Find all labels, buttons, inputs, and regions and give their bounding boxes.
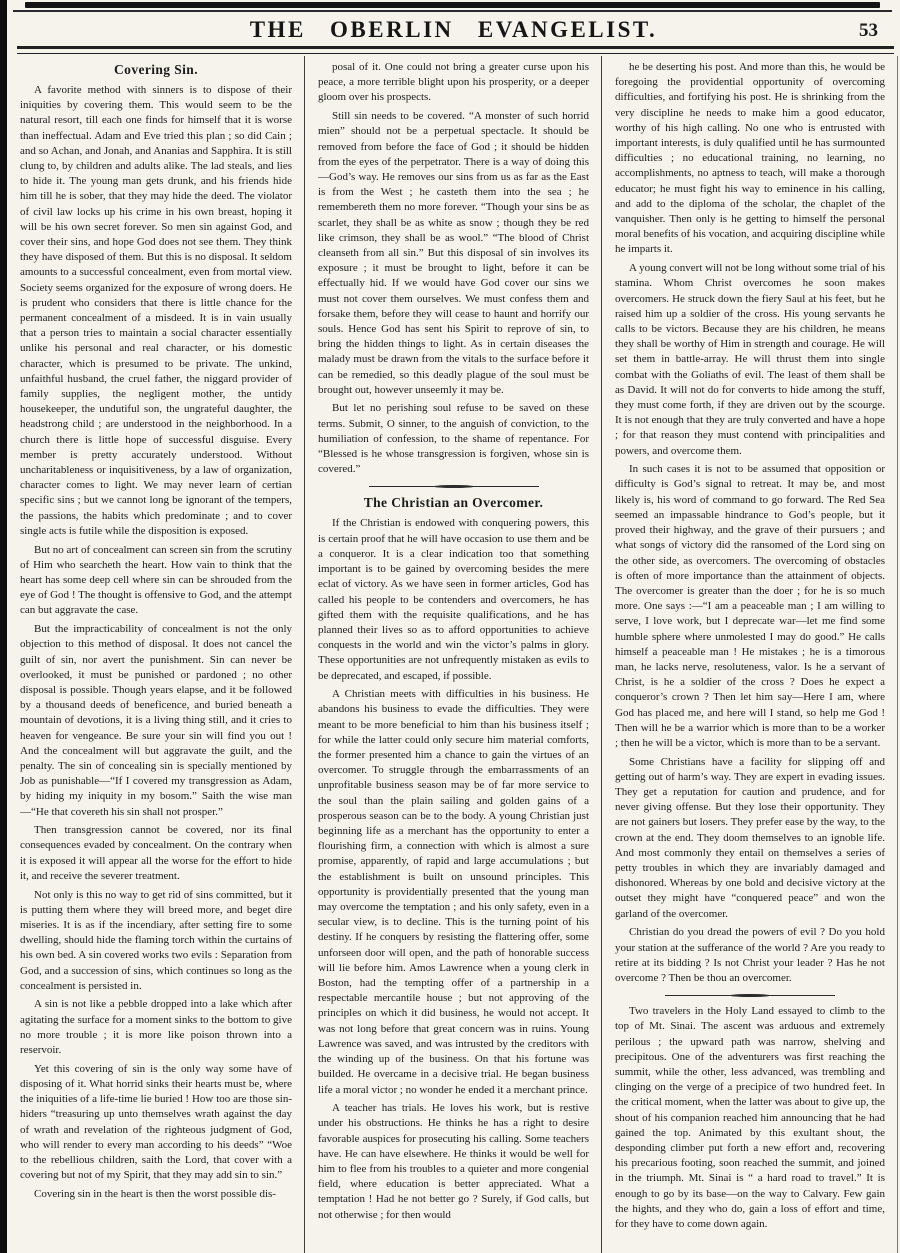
- column-1: [7, 56, 304, 1253]
- paragraph: Some Christians have a facility for slipping off and getting out of harm’s way. They are expert in evading issues. They get a reputation for caution and prudence, and for never giving offense. But they lose their opportunity. They are not gainers but losers. They prefer ease by the way, to the crown at the end. They doom themselves to an ignoble life. And most commonly they entail on themselves a series of petty troubles in which they are invariably damaged and dishonored. Whereas by one bold and decisive victory at the outset they might have “conquered peace” and won the garland of the overcomer.: [615, 755, 885, 920]
- paragraph: But no art of concealment can screen sin from the scrutiny of Him who searcheth the heart. How vain to think that the heart has some deep cell where sin can be shrouded from the eye of God ! The thought is offensive to God, and the attempt can but aggravate the case.: [20, 543, 292, 617]
- paragraph: Two travelers in the Holy Land essayed to climb to the top of Mt. Sinai. The ascent was arduous and extremely perilous ; the upward path was narrow, shelving and precipitous. One of the adventurers was first reaching the summit, while the other, less advanced, was trembling and clinging on the verge of a precipice of two hundred feet. In the critical moment, when the latter was about to give up, the shout of his companion reached him announcing that he had gained the top. Animated by this exultant shout, the desponding climber put forth a new effort and, recovering his precarious footing, soon reached the summit, and joined in the triumph. Mt. Sinai is “ a hard road to travel.” It is enough to go by its base—on the way to Calvary. Few gain the hights, and they who do, gain a loss of effort and time, for they have to come down again.: [615, 1005, 885, 1231]
- paragraph: If the Christian is endowed with conquering powers, this is certain proof that he will have occasion to use them and be a conqueror. It is a clear indication too that something important is to be gained by overcoming besides the mere eclat of victory. As we have seen in former articles, God has called his people to be contenders and overcomers, he has gifted them with the requisite qualifications, and he has planned their lives so as to afford opportunities to achieve conquests in the world and win the victor’s palms in glory. These opportunities are not unfrequently mistaken as evils to be deprecated, and escaped, if possible.: [318, 517, 589, 682]
- paragraph: A young convert will not be long without some trial of his stamina. Whom Christ overcomes he soon makes overcomers. He struck down the fiery Saul at his feet, but he raised him up a soldier of the cross. His young servants he calls to be victors. Because they are his children, he means they shall be worthy of Him in strength and courage. He will set them in battle-array. He will thrust them into single combat with the Goliaths of evil. The least of them shall be as David. It will not do for converts to hide among the stuff, they must come forth, if they are driven out by the scourge. It is not enough that they are truly converted and have a hope ; for that reason they must contend with principalities and powers, and overcome them.: [615, 262, 885, 457]
- article-body-covering-sin-continued: [318, 60, 589, 477]
- page-number: 53: [859, 20, 878, 41]
- newspaper-page: [7, 0, 900, 1253]
- masthead: [7, 14, 900, 45]
- masthead-rule-bottom: [17, 46, 894, 54]
- paragraph: Yet this covering of sin is the only way some have of disposing of it. What horrid sinks their hearts must be, where the iniquities of a life-time lie buried ! How too are those sin-hiders “treasuring up unto themselves wrath against the day of wrath and revelation of the righteous judgment of God, who will render to every man according to his deeds” “Woe to the rebellious children, saith the Lord, that cover with a covering but not of my Spirit, that they may add sin to sin.”: [20, 1062, 292, 1182]
- article-title-christian-overcomer: The Christian an Overcomer.: [363, 495, 544, 511]
- column-2: [304, 56, 601, 1253]
- page-top-edge: [25, 2, 880, 8]
- paragraph: But the impracticability of concealment is not the only objection to this method of disposal. It does not cancel the guilt of sin, nor avert the punishment. Sin can never be overlooked, it must be punished or pardoned ; no other disposal is possible. Though years elapse, and it be followed by a thousand deeds of beneficence, and buried beneath a mountain of devotions, it is a living thing still, and it cries to heaven for vengeance. Be sure your sin will find you out ! And the concealment will but aggravate the guilt, and the penalty. The sin of concealing sin is specially mentioned by Job as punishable—“If I covered my transgression as Adam, by hiding my iniquity in my bosom.” Saith the wise man—“He that covereth his sin shall not prosper.”: [20, 623, 292, 818]
- article-body-christian-overcomer: [318, 516, 589, 1222]
- section-divider: [665, 995, 835, 996]
- paragraph: In such cases it is not to be assumed that opposition or difficulty is God’s signal to retreat. It may be, and most likely is, his word of command to go forward. The Red Sea seemed an impassable hindrance to God’s people, but it proved their highway, and the grave of their pursuers ; and what songs of victory did the ransomed of the Lord sing on the other side, as overcomers. The overcoming of obstacles is often of more importance than the attainment of objects. The overcomer is greater than the doer ; for he is so much more. One says :—“I am a peaceable man ; I am willing to serve, I love work, but I deprecate war—let me find some humble sphere where unmolested I may do good.” He calls himself a peaceable man ! He mistakes ; he is a timorous man, he lacks nerve, resoluteness, valor. Is he a servant of Christ, is he a soldier of the cross ? Does he expect a conqueror’s crown ? Then let him say—Here I am, where God has placed me, and here will I stand, so help me God ! Then will he be a warrior which is more than to be a worker ; then he will be a victor, which is more than to be a servant.: [615, 463, 885, 749]
- paragraph: A Christian meets with difficulties in his business. He abandons his business to evade the difficulties. They were meant to be more beneficial to him than his business itself ; for while the latter could only secure him material comforts, the former presented him a chance to gain the virtues of an overcomer. To struggle through the embarrassments of an unprofitable business season may be of far more service to the soul than the plain sailing and golden gains of a prosperous season can be to the body. A young Christian just beginning life as a merchant has the opportunity to enter a flourishing firm, a connection with which is almost a sure promise, apparently, of rapid and large accumulations ; but the establishment is built on unsound principles. This opportunity is providentially presented that the young man may overcome the temptation ; and his only safety, even in a secular view, is to decline. This is the turning point of his destiny. If he conquers by resisting the flattering offer, some unforseen door will open, and the path of honorable success will lie before him. Amos Lawrence when a young clerk in Boston, had the tempting offer of a partnership in a respectable mercantile house ; but not approving of the principles on which it did business, he would not accept. It was not long before that great concern was in ruins. Young Lawrence was saved, and was intrusted by the creditors with the winding up of the business. On that his fortune was builded. He overcame in a decisive trial. He began business life a moral victor ; no wonder he ended it a merchant prince.: [318, 688, 589, 1096]
- paragraph: A favorite method with sinners is to dispose of their iniquities by covering them. This would seem to be the natural resort, till each one finds for himself that it is worse than ineffectual. Adam and Eve tried this plan ; so did Cain ; and so Achan, and Jonah, and Ananias and Sapphira. It is still clung to, by children and adults alike. The lad steals, and lies to hide it. The young man gets drunk, and his friends hide him till he is sober, that they may hide the deed. The violator of civil law locks up his crime in his own breast, hoping it will be his own secret forever. So men sin against God, and cover their sins, and hope God does not see them. They think they have disposed of them. But this is no disposal. It seldom amounts to a successful concealment, even from mortal view. Society seems organized for the exposure of wrong doers. He is prudent who considers that there is little chance for the permanent concealment of a misdeed. It is in vain usually that a person tries to maintain a social character essentially unlike his personal and real character, or his domestic character, which is presumed to be private. The unkind, unfaithful husband, the cruel father, the niggard provider of family supplies, the negligent mother, the untidy housekeeper, the undutiful son, the ungrateful daughter, the headstrong child ; are understood in the neighborhood. In a church there is little hope of successful disguise. Every member is pretty accurately understood. Without uncharitableness or inquisitiveness, by a law of organization, character comes to light. We may never learn of certian specific sins ; but we cannot long be ignorant of the tempers, the passions, the habits which predominate ; and to cover single acts is futile while the disposition is exposed.: [20, 84, 292, 537]
- paragraph: But let no perishing soul refuse to be saved on these terms. Submit, O sinner, to the anguish of conviction, to the humiliation of confession, to the shame of repentance. For “Blessed is he whose transgression is forgiven, whose sin is covered.”: [318, 402, 589, 476]
- paragraph: Not only is this no way to get rid of sins committed, but it is putting them where they will breed more, and beget dire miseries. It is as if the incendiary, after setting fire to some dwelling, should hide the flaming torch within the curtains of his own bed. A sin covered works two evils : Separation from God, and a succession of sins, which continues so long as the concealment is persisted in.: [20, 888, 292, 992]
- article-body-covering-sin: [20, 83, 292, 1202]
- paragraph: he be deserting his post. And more than this, he would be foregoing the providential opportunity of overcoming difficulties, and fortifying his post. He is shrinking from the very discipline he needs to make him a good educator, worthy of his high calling. No one who is entrusted with important interests, is duly qualified until he has surmounted difficulties ; no educational training, no learning, no accomplishments, no aptness to teach, will make a thorough educator; he must fight his way to eminence in his calling, and add to the diploma of the scholar, the chaplet of the vanquisher. Then only is he getting to himself the personal moral benefits of his vocation, and acquiring discipline while he imparts it.: [615, 61, 885, 256]
- paragraph: A sin is not like a pebble dropped into a lake which after agitating the surface for a moment sinks to the bottom to give no more trouble ; it is more like poison thrown into a reservoir.: [20, 998, 292, 1057]
- article-body-christian-overcomer-continued: [615, 60, 885, 986]
- column-layout: [7, 56, 900, 1253]
- scan-left-edge: [0, 0, 7, 1253]
- article-title-covering-sin: Covering Sin.: [114, 62, 198, 77]
- paragraph: Then transgression cannot be covered, nor its final consequences evaded by concealment. On the contrary when it is exposed it will appear all the worse for the effort to hide it, and receive the severer treatment.: [20, 824, 292, 882]
- paragraph: A teacher has trials. He loves his work, but is restive under his obstructions. He thinks he has a right to desire favorable auspices for prosecuting his calling. Some teachers have. He can have elsewhere. He thinks it would be well for him to flee from his troubles to a quieter and more congenial field, where education is better appreciated. What a temptation ! Had he not better go ? Surely, if God calls, but not otherwise ; for then would: [318, 1102, 589, 1221]
- section-divider: [369, 486, 539, 487]
- paragraph: Christian do you dread the powers of evil ? Do you hold your station at the sufferance of the world ? Are you ready to retire at its bidding ? Is not Christ your leader ? Has he not overcome ? Then be thou an overcomer.: [615, 926, 885, 984]
- masthead-title: THE OBERLIN EVANGELIST.: [249, 17, 658, 42]
- paragraph: Still sin needs to be covered. “A monster of such horrid mien” should not be a perpetual spectacle. It should be removed from before the face of God ; it should be hidden from the eyes of the perpetrator. There is a way of doing this—God’s way. He removes our sins from us as far as the East is from the West ; he casteth them into the sea ; he remembereth them no more forever. “Though your sins be as scarlet, they shall be as white as snow ; though they be red like crimson, they shall be as wool.” “The blood of Christ cleanseth from all sin.” But this disposal of sin involves its exposure ; it must be brought to light, before it can be effectually hid. If we would have God cover our sins we must not cover them ourselves. We must confess them and forsake them, before they will cease to haunt and horrify our souls. Hence God has sent his Spirit to reprove of sin, to bring the hidden things to light. As in certain diseases the malady must be drawn from the vitals to the surface before it can be remedied, so this deadly plague of the soul must be brought out, however unseemly it may be.: [318, 110, 589, 396]
- paragraph: posal of it. One could not bring a greater curse upon his peace, a more terrible blight upon his prosperity, or a deeper gloom over his prospects.: [318, 61, 589, 104]
- column-3: [601, 56, 898, 1253]
- paragraph: Covering sin in the heart is then the worst possible dis-: [34, 1187, 276, 1200]
- article-body-two-travelers: [615, 1004, 885, 1232]
